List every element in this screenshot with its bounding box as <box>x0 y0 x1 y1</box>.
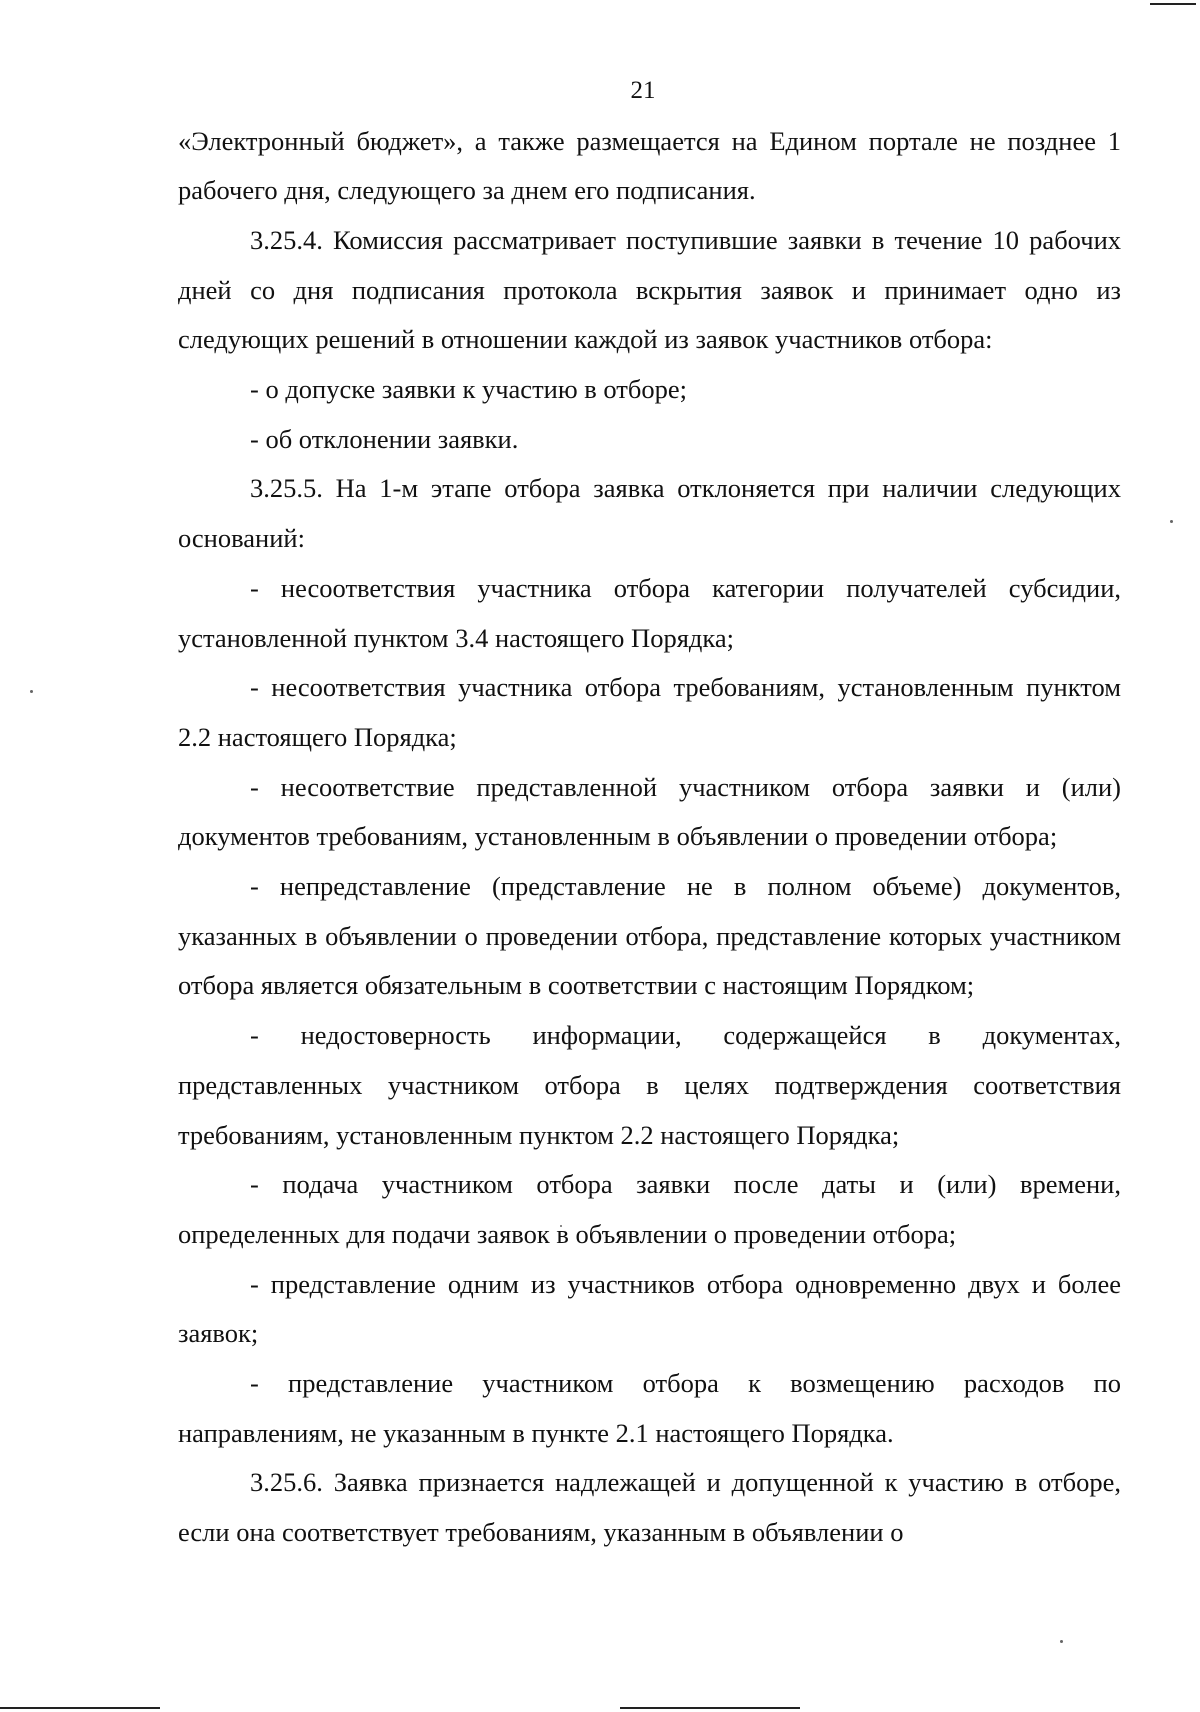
list-item-unlisted-directions: - представление участником отбора к возмещению расходов по направлениям, не указанным в пункте 2.1 настоящего Порядка. <box>178 1368 1121 1448</box>
scan-edge-bottom-mid <box>620 1707 800 1709</box>
paragraph-3-25-6: 3.25.6. Заявка признается надлежащей и допущенной к участию в отборе, если она соответствует требованиям, указанным в объявлении о <box>178 1467 1121 1548</box>
scan-speck <box>30 690 33 693</box>
scan-edge-bottom-left <box>0 1707 160 1709</box>
list-item-admission: - о допуске заявки к участию в отборе; <box>250 374 687 405</box>
list-item-documents-missing: - непредставление (представление не в полном объеме) документов, указанных в объявлении о проведении отбора, представление которых участником отбора является обязательным в соответствии с настоящим Порядком; <box>178 871 1121 1001</box>
page-number: 21 <box>630 77 656 104</box>
list-item-unreliable-information: - недостоверность информации, содержащейся в документах, представленных участником отбора в целях подтверждения соответствия требованиям, установленным пунктом 2.2 настоящего Порядка; <box>178 1020 1121 1150</box>
scan-speck <box>1170 520 1173 523</box>
scan-speck <box>1060 1640 1063 1643</box>
document-body <box>178 117 1121 1558</box>
list-item-requirements-mismatch: - несоответствия участника отбора требованиям, установленным пунктом 2.2 настоящего Порядка; <box>178 672 1121 752</box>
list-item-documents-mismatch: - несоответствие представленной участником отбора заявки и (или) документов требованиям, установленным в объявлении о проведении отбора; <box>178 771 1121 852</box>
list-item-late-submission: - подача участником отбора заявки после даты и (или) времени, определенных для подачи заявок в объявлении о проведении отбора; <box>178 1169 1121 1249</box>
scan-edge-top-right <box>1150 3 1196 5</box>
list-item-category-mismatch: - несоответствия участника отбора категории получателей субсидии, установленной пунктом 3.4 настоящего Порядка; <box>178 572 1121 653</box>
paragraph-continuation: «Электронный бюджет», а также размещается на Едином портале не позднее 1 рабочего дня, следующего за днем его подписания. <box>178 125 1121 206</box>
paragraph-3-25-4: 3.25.4. Комиссия рассматривает поступившие заявки в течение 10 рабочих дней со дня подписания протокола вскрытия заявок и принимает одно из следующих решений в отношении каждой из заявок участников отбора: <box>178 224 1121 355</box>
paragraph-3-25-5: 3.25.5. На 1-м этапе отбора заявка отклоняется при наличии следующих оснований: <box>178 473 1121 554</box>
list-item-multiple-applications: - представление одним из участников отбора одновременно двух и более заявок; <box>178 1268 1121 1349</box>
list-item-rejection: - об отклонении заявки. <box>250 423 519 454</box>
